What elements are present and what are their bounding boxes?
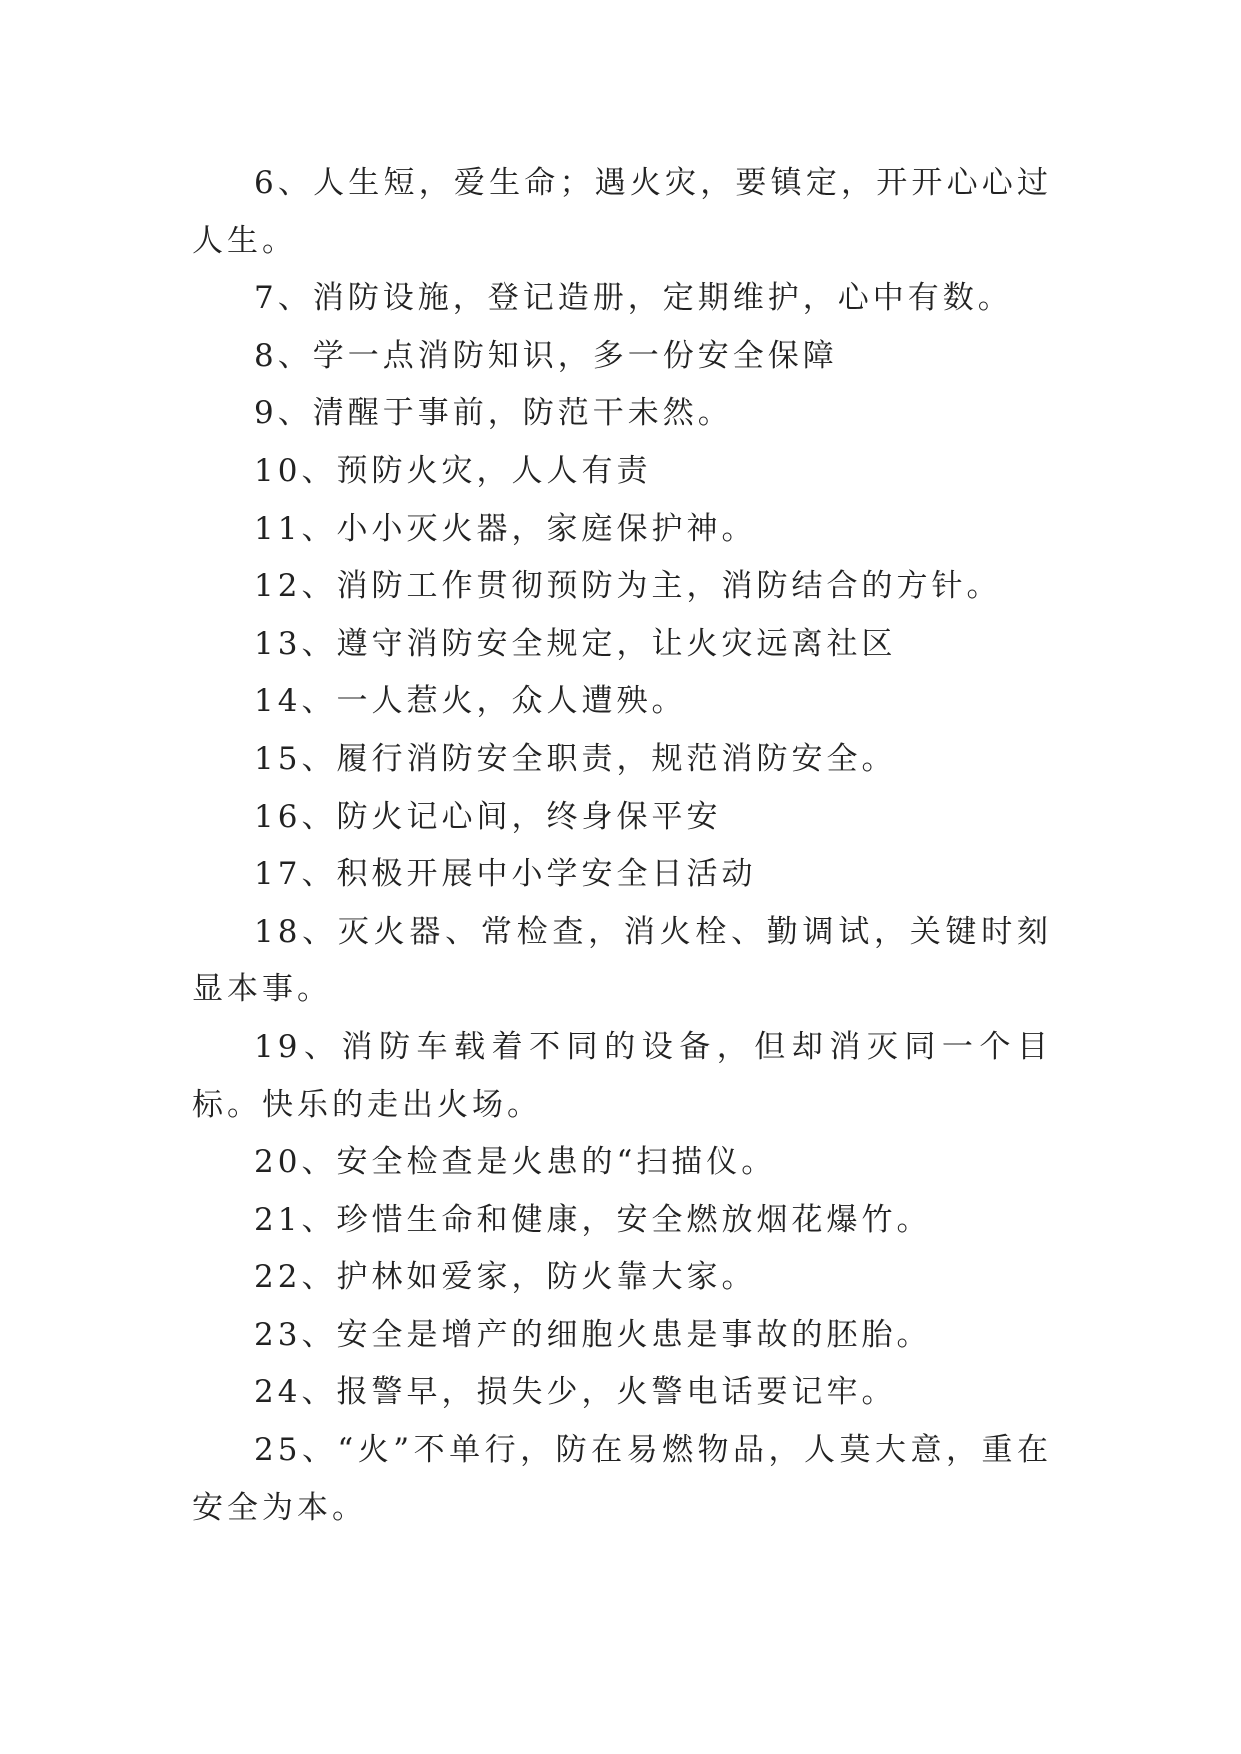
list-item: 19、消防车载着不同的设备，但却消灭同一个目标。快乐的走出火场。 — [192, 1028, 1052, 1123]
document-body — [192, 155, 1052, 1537]
list-item: 8、学一点消防知识，多一份安全保障 — [254, 337, 838, 374]
list-item: 12、消防工作贯彻预防为主，消防结合的方针。 — [254, 568, 1002, 605]
list-item: 7、消防设施，登记造册，定期维护，心中有数。 — [254, 280, 1013, 317]
list-item: 15、履行消防安全职责，规范消防安全。 — [254, 740, 897, 777]
list-item: 21、珍惜生命和健康，安全燃放烟花爆竹。 — [254, 1201, 932, 1238]
list-item: 6、人生短，爱生命；遇火灾，要镇定，开开心心过人生。 — [192, 165, 1052, 259]
list-item: 22、护林如爱家，防火靠大家。 — [254, 1259, 757, 1296]
list-item: 20、安全检查是火患的“扫描仪。 — [254, 1144, 777, 1181]
list-item: 24、报警早，损失少，火警电话要记牢。 — [254, 1374, 897, 1411]
list-item: 14、一人惹火，众人遭殃。 — [254, 683, 687, 720]
list-item: 10、预防火灾，人人有责 — [254, 452, 652, 489]
list-item: 9、清醒于事前，防范干未然。 — [254, 395, 733, 432]
list-item: 16、防火记心间，终身保平安 — [254, 798, 722, 835]
list-item: 11、小小灭火器，家庭保护神。 — [254, 510, 757, 547]
list-item: 25、“火”不单行，防在易燃物品，人莫大意，重在安全为本。 — [192, 1432, 1052, 1526]
list-item: 17、积极开展中小学安全日活动 — [254, 856, 757, 893]
list-item: 23、安全是增产的细胞火患是事故的胚胎。 — [254, 1316, 932, 1353]
list-item: 13、遵守消防安全规定，让火灾远离社区 — [254, 625, 897, 662]
list-item: 18、灭火器、常检查，消火栓、勤调试，关键时刻显本事。 — [192, 913, 1052, 1008]
